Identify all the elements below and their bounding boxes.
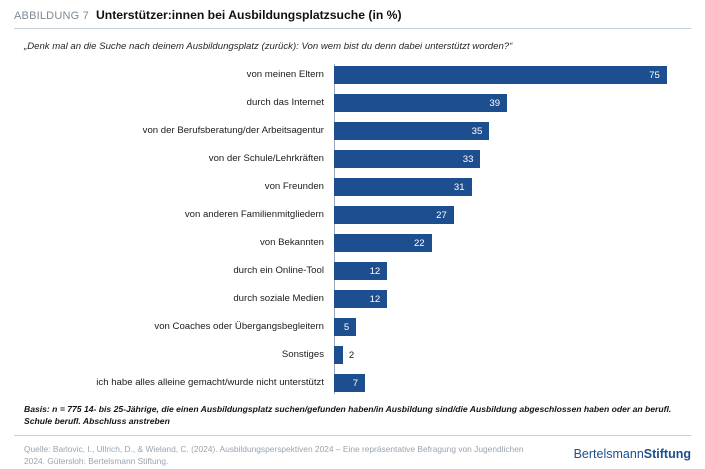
bar-value-label: 27 [436, 209, 447, 221]
bar-track [334, 316, 691, 338]
bar [334, 122, 489, 140]
bar [334, 374, 365, 392]
page-title: Unterstützer:innen bei Ausbildungsplatzsuche (in %) [95, 8, 402, 22]
bar-category-label: von Freunden [264, 180, 324, 192]
bar-category-label: von der Schule/Lehrkräften [208, 152, 324, 164]
bar-value-label: 12 [369, 265, 381, 277]
footer-divider [14, 435, 691, 436]
bar-row [14, 260, 691, 282]
bertelsmann-stiftung-logo [574, 443, 691, 461]
bar [334, 150, 480, 168]
bar-track [334, 204, 691, 226]
bar-row [14, 316, 691, 338]
figure-number: ABBILDUNG 7 [14, 10, 89, 22]
bar-track [334, 64, 691, 86]
bar-track [334, 372, 691, 394]
bar-track [334, 176, 691, 198]
bar-category-label: von anderen Familienmitgliedern [184, 208, 324, 220]
bar-row [14, 120, 691, 142]
bar-row [14, 92, 691, 114]
bar [334, 346, 355, 364]
figure-header [14, 0, 691, 22]
bar [334, 262, 387, 280]
bar-category-label: von Bekannten [259, 236, 324, 248]
bar [334, 66, 667, 84]
bar-chart [14, 64, 691, 394]
bar-category-label: durch das Internet [246, 96, 324, 108]
bar [334, 318, 356, 336]
bar-row [14, 232, 691, 254]
bar [334, 178, 472, 196]
bar-value-label: 22 [413, 237, 425, 249]
bar-category-label: durch ein Online-Tool [233, 264, 324, 276]
bar-value-label: 5 [343, 321, 350, 333]
brand-part-two: Stiftung [643, 447, 691, 462]
survey-question: „Denk mal an die Suche nach deinem Ausbildungsplatz (zurück): Von wem bist du denn dabei unterstützt worden?“ [24, 41, 513, 52]
bar-track [334, 260, 691, 282]
bar-row [14, 64, 691, 86]
bar-track [334, 92, 691, 114]
bar [334, 290, 387, 308]
bar-track [334, 344, 691, 366]
figure-footer [14, 443, 691, 467]
bar [334, 94, 507, 112]
bar-value-label: 35 [471, 125, 483, 137]
bar-row [14, 288, 691, 310]
bar-row [14, 204, 691, 226]
bar-row [14, 176, 691, 198]
bar-category-label: Sonstiges [281, 348, 324, 360]
bar-rows [14, 64, 691, 394]
bar-category-label: von meinen Eltern [246, 68, 324, 80]
bar-track [334, 232, 691, 254]
bar-value-label: 75 [649, 69, 660, 81]
basis-note: Basis: n = 775 14- bis 25-Jährige, die einen Ausbildungsplatz suchen/gefunden haben/in Ausbildung sind/die Ausbildung abgeschlossen haben oder an berufl. Schule berufl. Abschluss anstreben [24, 404, 672, 426]
bar-track [334, 288, 691, 310]
bar-value-label: 31 [453, 181, 465, 193]
bar-value-label: 2 [348, 349, 355, 361]
brand-part-one: Bertelsmann [573, 447, 644, 462]
bar [334, 234, 432, 252]
bar-row [14, 148, 691, 170]
bar-value-label: 7 [352, 377, 359, 389]
header-divider [14, 28, 691, 29]
bar-category-label: von Coaches oder Übergangsbegleitern [154, 320, 324, 332]
bar-value-label: 12 [369, 293, 381, 305]
source-note: Quelle: Barlovic, I., Ullrich, D., & Wieland, C. (2024). Ausbildungsperspektiven 2024 – Eine repräsentative Befragung von Jugendlichen 2024. Gütersloh: Bertelsmann Stiftung. [24, 444, 524, 467]
bar-category-label: ich habe alles alleine gemacht/wurde nicht unterstützt [96, 376, 324, 388]
bar-track [334, 148, 691, 170]
bar-row [14, 372, 691, 394]
bar-value-label: 33 [462, 153, 474, 165]
bar-track [334, 120, 691, 142]
bar-value-label: 39 [489, 97, 501, 109]
bar-category-label: von der Berufsberatung/der Arbeitsagentur [142, 124, 324, 136]
bar-row [14, 344, 691, 366]
bar-category-label: durch soziale Medien [233, 292, 324, 304]
bar [334, 206, 454, 224]
